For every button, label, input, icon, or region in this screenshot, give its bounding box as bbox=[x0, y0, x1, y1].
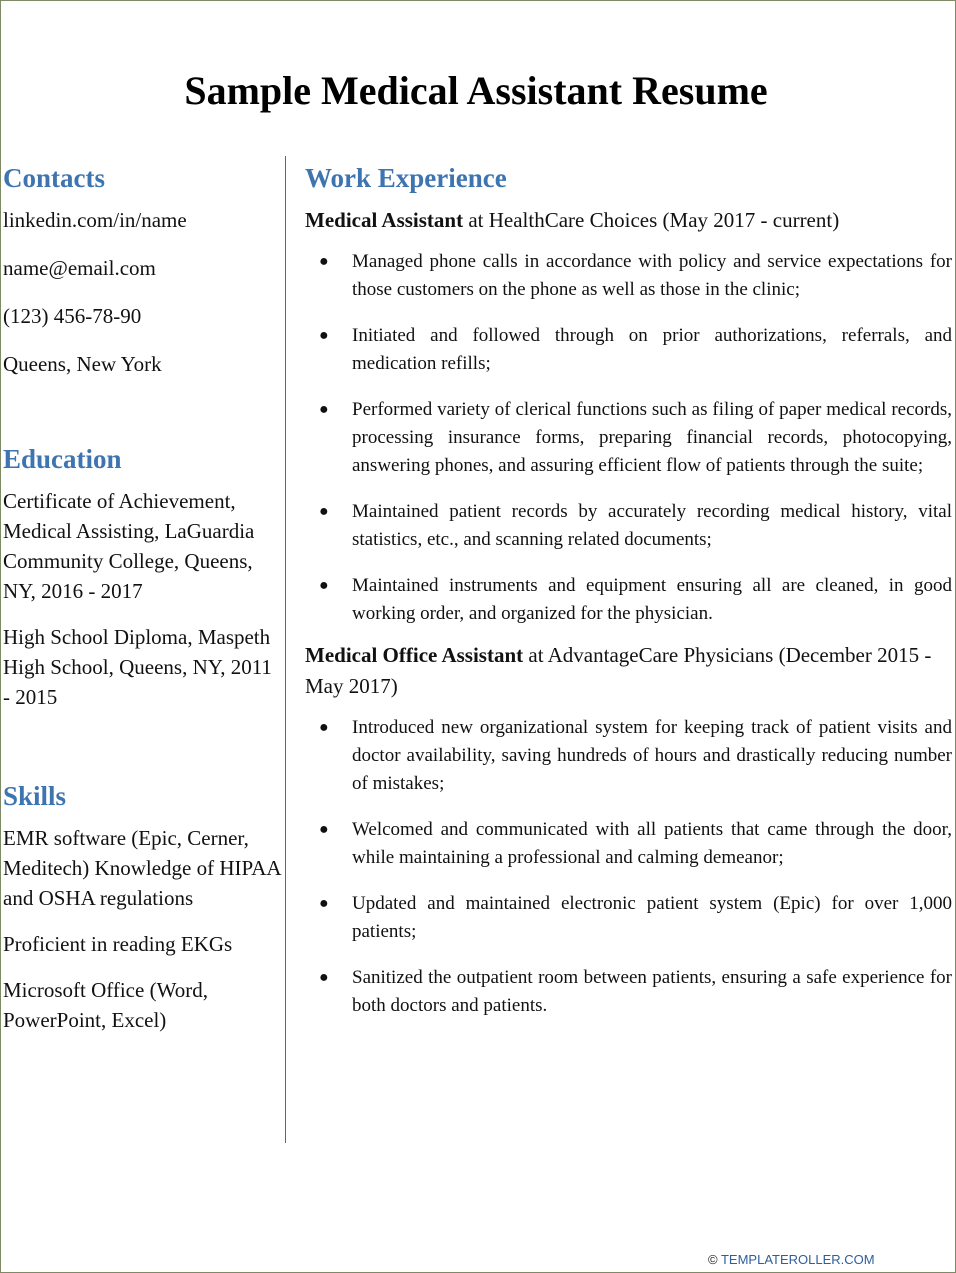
job-duties-list bbox=[305, 714, 952, 1020]
bullet-icon: ● bbox=[319, 401, 329, 418]
work-experience-heading: Work Experience bbox=[305, 163, 507, 193]
duty-text: Performed variety of clerical functions such as filing of paper medical records, processing insurance forms, preparing financial records, photocopying, answering phones, and assuring efficient flow of patients through the suite; bbox=[352, 399, 952, 476]
bullet-icon: ● bbox=[319, 821, 329, 838]
duty-text: Maintained patient records by accurately recording medical history, vital statistics, etc., and scanning related documents; bbox=[352, 501, 952, 550]
list-item bbox=[305, 322, 952, 378]
list-item bbox=[305, 396, 952, 480]
bullet-icon: ● bbox=[319, 503, 329, 520]
list-item bbox=[305, 890, 952, 946]
skill-item: EMR software (Epic, Cerner, Meditech) Knowledge of HIPAA and OSHA regulations bbox=[3, 826, 281, 910]
job-title-line bbox=[305, 205, 952, 236]
contacts-heading: Contacts bbox=[3, 163, 105, 193]
duty-text: Managed phone calls in accordance with policy and service expectations for those customers on the phone as well as those in the clinic; bbox=[352, 251, 952, 300]
education-heading: Education bbox=[3, 444, 122, 474]
contacts-section bbox=[3, 158, 281, 379]
duty-text: Initiated and followed through on prior authorizations, referrals, and medication refills; bbox=[352, 325, 952, 374]
left-column bbox=[3, 158, 281, 1035]
job-role: Medical Office Assistant bbox=[305, 643, 524, 667]
contact-location: Queens, New York bbox=[3, 352, 162, 376]
education-item: High School Diploma, Maspeth High School, Queens, NY, 2011 - 2015 bbox=[3, 625, 272, 709]
job-details: at AdvantageCare Physicians (December 2015 - May 2017) bbox=[305, 643, 932, 698]
list-item bbox=[305, 964, 952, 1020]
footer-watermark bbox=[708, 1252, 875, 1268]
job-entry bbox=[305, 640, 952, 1020]
footer-brand-link[interactable]: TEMPLATEROLLER.COM bbox=[720, 1252, 875, 1267]
right-column bbox=[305, 158, 952, 1038]
contact-phone: (123) 456-78-90 bbox=[3, 304, 142, 328]
job-title-line bbox=[305, 640, 952, 702]
bullet-icon: ● bbox=[319, 895, 329, 912]
duty-text: Sanitized the outpatient room between patients, ensuring a safe experience for both doctors and patients. bbox=[352, 967, 952, 1016]
skills-heading: Skills bbox=[3, 781, 67, 811]
list-item bbox=[305, 816, 952, 872]
column-divider bbox=[285, 156, 286, 1143]
list-item bbox=[305, 572, 952, 628]
bullet-icon: ● bbox=[319, 719, 329, 736]
bullet-icon: ● bbox=[319, 253, 329, 270]
job-duties-list bbox=[305, 248, 952, 628]
duty-text: Introduced new organizational system for keeping track of patient visits and doctor availability, saving hundreds of hours and drastically reducing number of mistakes; bbox=[352, 717, 952, 794]
bullet-icon: ● bbox=[319, 969, 329, 986]
skills-section bbox=[3, 776, 281, 1035]
page-title: Sample Medical Assistant Resume bbox=[184, 68, 768, 113]
job-entry bbox=[305, 205, 952, 628]
job-details: at HealthCare Choices (May 2017 - current) bbox=[463, 208, 840, 232]
list-item bbox=[305, 714, 952, 798]
copyright-icon: © bbox=[708, 1252, 718, 1267]
education-item: Certificate of Achievement, Medical Assisting, LaGuardia Community College, Queens, NY, 2016 - 2017 bbox=[3, 489, 255, 603]
contact-email: name@email.com bbox=[3, 256, 156, 280]
list-item bbox=[305, 498, 952, 554]
duty-text: Updated and maintained electronic patient system (Epic) for over 1,000 patients; bbox=[352, 893, 952, 942]
bullet-icon: ● bbox=[319, 327, 329, 344]
bullet-icon: ● bbox=[319, 577, 329, 594]
job-role: Medical Assistant bbox=[305, 208, 464, 232]
list-item bbox=[305, 248, 952, 304]
skill-item: Microsoft Office (Word, PowerPoint, Excel) bbox=[3, 978, 208, 1032]
contact-linkedin: linkedin.com/in/name bbox=[3, 208, 187, 232]
education-section bbox=[3, 439, 281, 712]
skill-item: Proficient in reading EKGs bbox=[3, 932, 233, 956]
duty-text: Maintained instruments and equipment ensuring all are cleaned, in good working order, and organized for the physician. bbox=[352, 575, 952, 624]
duty-text: Welcomed and communicated with all patients that came through the door, while maintaining a professional and calming demeanor; bbox=[352, 819, 952, 868]
